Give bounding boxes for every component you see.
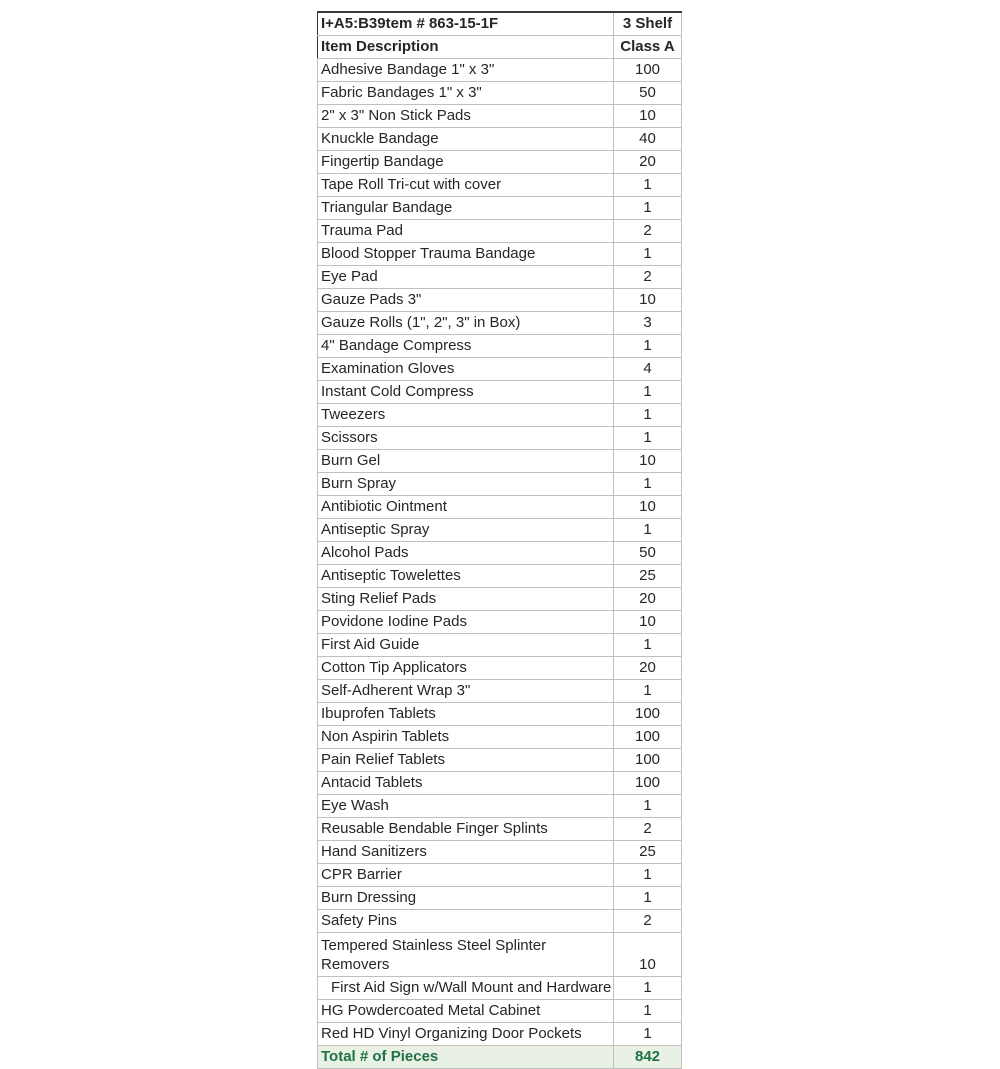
item-cell[interactable]: Red HD Vinyl Organizing Door Pockets [318, 1023, 614, 1046]
qty-cell[interactable]: 1 [614, 887, 682, 910]
table-row [318, 542, 682, 565]
qty-cell[interactable]: 4 [614, 358, 682, 381]
qty-cell[interactable]: 100 [614, 726, 682, 749]
table-row [318, 565, 682, 588]
qty-cell[interactable]: 1 [614, 977, 682, 1000]
item-cell[interactable]: Alcohol Pads [318, 542, 614, 565]
table-row [318, 795, 682, 818]
qty-cell[interactable]: 20 [614, 151, 682, 174]
qty-cell[interactable]: 1 [614, 473, 682, 496]
table-row [318, 243, 682, 266]
qty-cell[interactable]: 1 [614, 795, 682, 818]
table-row [318, 473, 682, 496]
item-cell[interactable]: 2" x 3" Non Stick Pads [318, 105, 614, 128]
qty-cell[interactable]: 100 [614, 772, 682, 795]
qty-cell[interactable]: 2 [614, 818, 682, 841]
table-row [318, 358, 682, 381]
qty-cell[interactable]: 2 [614, 220, 682, 243]
inventory-rows [318, 59, 682, 1046]
item-cell[interactable]: Povidone Iodine Pads [318, 611, 614, 634]
qty-cell[interactable]: 1 [614, 519, 682, 542]
item-cell[interactable]: Fabric Bandages 1" x 3" [318, 82, 614, 105]
table-row [318, 818, 682, 841]
table-row [318, 519, 682, 542]
table-row [318, 151, 682, 174]
table-row [318, 772, 682, 795]
column-header-row [318, 36, 682, 59]
qty-cell[interactable]: 10 [614, 611, 682, 634]
shelf-cell[interactable]: 3 Shelf [614, 12, 682, 36]
table-row [318, 864, 682, 887]
item-cell[interactable]: Safety Pins [318, 910, 614, 933]
qty-cell[interactable]: 100 [614, 703, 682, 726]
item-cell[interactable]: Antiseptic Towelettes [318, 565, 614, 588]
item-cell[interactable]: Blood Stopper Trauma Bandage [318, 243, 614, 266]
qty-cell[interactable]: 1 [614, 174, 682, 197]
item-cell[interactable]: Antibiotic Ointment [318, 496, 614, 519]
item-cell[interactable]: Ibuprofen Tablets [318, 703, 614, 726]
qty-cell[interactable]: 100 [614, 59, 682, 82]
item-cell[interactable]: Instant Cold Compress [318, 381, 614, 404]
qty-cell[interactable]: 3 [614, 312, 682, 335]
table-row [318, 933, 682, 977]
table-row [318, 496, 682, 519]
item-cell[interactable]: Examination Gloves [318, 358, 614, 381]
item-cell[interactable]: Adhesive Bandage 1" x 3" [318, 59, 614, 82]
qty-cell[interactable]: 25 [614, 565, 682, 588]
table-row [318, 749, 682, 772]
item-cell[interactable]: Scissors [318, 427, 614, 450]
item-cell[interactable]: First Aid Sign w/Wall Mount and Hardware [318, 977, 614, 1000]
qty-cell[interactable]: 10 [614, 496, 682, 519]
item-cell[interactable]: Antiseptic Spray [318, 519, 614, 542]
table-row [318, 404, 682, 427]
qty-cell[interactable]: 1 [614, 197, 682, 220]
table-row [318, 703, 682, 726]
qty-cell[interactable]: 20 [614, 588, 682, 611]
item-cell[interactable]: Burn Dressing [318, 887, 614, 910]
item-cell[interactable]: Gauze Rolls (1", 2", 3" in Box) [318, 312, 614, 335]
qty-cell[interactable]: 1 [614, 864, 682, 887]
table-row [318, 59, 682, 82]
item-cell[interactable]: Fingertip Bandage [318, 151, 614, 174]
item-cell[interactable]: HG Powdercoated Metal Cabinet [318, 1000, 614, 1023]
item-cell[interactable]: Tape Roll Tri-cut with cover [318, 174, 614, 197]
item-cell[interactable]: Trauma Pad [318, 220, 614, 243]
table-row [318, 220, 682, 243]
item-cell[interactable]: Reusable Bendable Finger Splints [318, 818, 614, 841]
qty-cell[interactable]: 10 [614, 289, 682, 312]
title-cell[interactable]: I+A5:B39tem # 863-15-1F [318, 12, 614, 36]
qty-cell[interactable]: 50 [614, 542, 682, 565]
item-cell[interactable]: Tweezers [318, 404, 614, 427]
item-cell[interactable]: Cotton Tip Applicators [318, 657, 614, 680]
qty-cell[interactable]: 10 [614, 450, 682, 473]
inventory-table [317, 11, 682, 1069]
qty-cell[interactable]: 1 [614, 634, 682, 657]
qty-cell[interactable]: 2 [614, 266, 682, 289]
item-cell[interactable]: Antacid Tablets [318, 772, 614, 795]
qty-cell[interactable]: 10 [614, 933, 682, 977]
table-row [318, 381, 682, 404]
item-cell[interactable]: Tempered Stainless Steel Splinter Removers [318, 933, 614, 977]
total-value-cell[interactable]: 842 [614, 1046, 682, 1069]
title-row [318, 12, 682, 36]
item-cell[interactable]: First Aid Guide [318, 634, 614, 657]
table-row [318, 427, 682, 450]
qty-cell[interactable]: 1 [614, 335, 682, 358]
table-row [318, 634, 682, 657]
item-cell[interactable]: Hand Sanitizers [318, 841, 614, 864]
item-cell[interactable]: Sting Relief Pads [318, 588, 614, 611]
table-row [318, 174, 682, 197]
item-cell[interactable]: Pain Relief Tablets [318, 749, 614, 772]
table-row [318, 680, 682, 703]
qty-cell[interactable]: 100 [614, 749, 682, 772]
table-row [318, 841, 682, 864]
item-cell[interactable]: Non Aspirin Tablets [318, 726, 614, 749]
table-row [318, 726, 682, 749]
class-a-header-cell[interactable]: Class A [614, 36, 682, 59]
item-cell[interactable]: Knuckle Bandage [318, 128, 614, 151]
qty-cell[interactable]: 1 [614, 1000, 682, 1023]
table-row [318, 335, 682, 358]
table-row [318, 887, 682, 910]
table-row [318, 611, 682, 634]
total-label-cell[interactable]: Total # of Pieces [318, 1046, 614, 1069]
qty-cell[interactable]: 1 [614, 381, 682, 404]
table-row [318, 197, 682, 220]
table-row [318, 1023, 682, 1046]
item-cell[interactable]: Gauze Pads 3" [318, 289, 614, 312]
qty-cell[interactable]: 40 [614, 128, 682, 151]
table-row [318, 312, 682, 335]
qty-cell[interactable]: 1 [614, 427, 682, 450]
item-cell[interactable]: Self-Adherent Wrap 3" [318, 680, 614, 703]
item-cell[interactable]: Burn Spray [318, 473, 614, 496]
qty-cell[interactable]: 10 [614, 105, 682, 128]
qty-cell[interactable]: 1 [614, 680, 682, 703]
qty-cell[interactable]: 1 [614, 1023, 682, 1046]
qty-cell[interactable]: 25 [614, 841, 682, 864]
qty-cell[interactable]: 50 [614, 82, 682, 105]
table-row [318, 289, 682, 312]
qty-cell[interactable]: 1 [614, 404, 682, 427]
item-cell[interactable]: Burn Gel [318, 450, 614, 473]
table-row [318, 1000, 682, 1023]
table-row [318, 657, 682, 680]
table-row [318, 266, 682, 289]
table-row [318, 82, 682, 105]
item-cell[interactable]: CPR Barrier [318, 864, 614, 887]
item-cell[interactable]: 4" Bandage Compress [318, 335, 614, 358]
table-row [318, 450, 682, 473]
table-row [318, 977, 682, 1000]
table-row [318, 588, 682, 611]
table-row [318, 105, 682, 128]
qty-cell[interactable]: 20 [614, 657, 682, 680]
item-cell[interactable]: Eye Pad [318, 266, 614, 289]
item-cell[interactable]: Eye Wash [318, 795, 614, 818]
item-cell[interactable]: Triangular Bandage [318, 197, 614, 220]
item-description-header-cell[interactable]: Item Description [318, 36, 614, 59]
qty-cell[interactable]: 2 [614, 910, 682, 933]
table-row [318, 910, 682, 933]
qty-cell[interactable]: 1 [614, 243, 682, 266]
table-row [318, 128, 682, 151]
total-row [318, 1046, 682, 1069]
